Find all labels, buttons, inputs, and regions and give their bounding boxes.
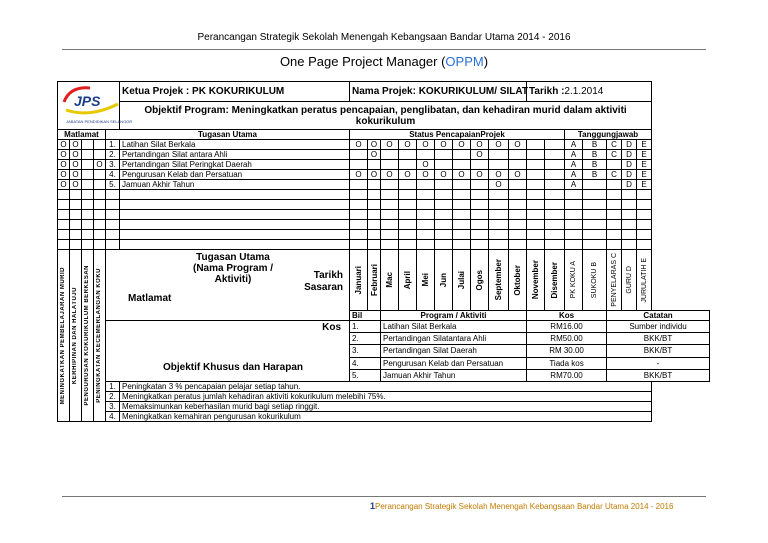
- page-header: Perancangan Strategik Sekolah Menengah Kebangsaan Bandar Utama 2014 - 2016: [197, 32, 571, 43]
- cost-program: Pertandingan Silatantara Ahli: [381, 333, 527, 345]
- status-mark: [509, 150, 527, 160]
- cost-number: 1.: [350, 321, 381, 333]
- task-name: Pengurusan Kelab dan Persatuan: [120, 170, 350, 180]
- cost-row: [58, 321, 710, 333]
- role-mark: [607, 160, 622, 170]
- role-mark: D: [622, 140, 637, 150]
- matlamat-mark: [82, 170, 94, 180]
- status-mark: [399, 180, 417, 190]
- status-mark: O: [381, 140, 399, 150]
- status-mark: O: [509, 170, 527, 180]
- month-label: Mac: [381, 250, 399, 311]
- status-header: Status PencapaianProjek: [350, 130, 565, 140]
- cost-note: BKK/BT: [607, 369, 710, 381]
- matlamat-mark: [82, 180, 94, 190]
- matlamat-label: KERHIPINAN DAN HALATUJU: [70, 250, 82, 422]
- page-footer: 1Perancangan Strategik Sekolah Menengah Kebangsaan Bandar Utama 2014 - 2016: [370, 501, 674, 511]
- cost-note: BKK/BT: [607, 333, 710, 345]
- cost-note: Sumber individu: [607, 321, 710, 333]
- matlamat-mark: O: [58, 180, 70, 190]
- matlamat-mark: [94, 140, 106, 150]
- matlamat-mark: O: [70, 170, 82, 180]
- objective-text: Meningkatkan peratus jumlah kehadiran aktiviti kokurikulum melebihi 75%.: [120, 392, 652, 402]
- tarikh: Tarikh :2.1.2014: [527, 82, 652, 102]
- role-mark: B: [583, 170, 607, 180]
- role-mark: E: [637, 160, 652, 170]
- tugasan-header: Tugasan Utama: [106, 130, 350, 140]
- status-mark: O: [399, 170, 417, 180]
- task-number: 5.: [106, 180, 120, 190]
- status-mark: O: [471, 140, 489, 150]
- matlamat-mark: [94, 180, 106, 190]
- footer-divider: [62, 496, 706, 497]
- ketua-projek: Ketua Projek : PK KOKURIKULUM: [120, 82, 350, 102]
- status-mark: [489, 150, 509, 160]
- month-label: November: [527, 250, 545, 311]
- matlamat-mark: O: [58, 160, 70, 170]
- role-mark: C: [607, 170, 622, 180]
- cost-amount: RM16.00: [527, 321, 607, 333]
- task-row: [58, 180, 710, 190]
- cost-number: 4.: [350, 357, 381, 369]
- svg-text:JABATAN PENDIDIKAN SELANGOR: JABATAN PENDIDIKAN SELANGOR: [66, 119, 133, 124]
- cost-program: Latihan Silat Berkala: [381, 321, 527, 333]
- status-mark: [453, 150, 471, 160]
- status-mark: [381, 150, 399, 160]
- role-label: JURULATIH E: [637, 250, 652, 311]
- role-mark: B: [583, 150, 607, 160]
- matlamat-mark: [82, 140, 94, 150]
- empty-row: [58, 200, 710, 210]
- role-mark: A: [565, 160, 583, 170]
- nama-projek: Nama Projek: KOKURIKULUM/ SILAT: [350, 82, 527, 102]
- status-mark: O: [453, 170, 471, 180]
- task-name: Latihan Silat Berkala: [120, 140, 350, 150]
- status-mark: [381, 160, 399, 170]
- status-mark: O: [435, 170, 453, 180]
- month-label: Mei: [417, 250, 435, 311]
- logo: [58, 82, 133, 130]
- matlamat-label: MENINGKATKAN PEMBELAJARAN MURID: [58, 250, 70, 422]
- status-mark: O: [489, 170, 509, 180]
- role-mark: C: [607, 140, 622, 150]
- objective-text: Meningkatkan kemahiran pengurusan kokurikulum: [120, 412, 652, 422]
- task-name: Pertandingan Silat Peringkat Daerah: [120, 160, 350, 170]
- task-row: [58, 160, 710, 170]
- status-mark: O: [417, 170, 435, 180]
- status-mark: O: [489, 140, 509, 150]
- matlamat-mark: O: [58, 170, 70, 180]
- status-mark: [435, 180, 453, 190]
- cost-amount: RM70.00: [527, 369, 607, 381]
- status-mark: [435, 160, 453, 170]
- status-mark: [381, 180, 399, 190]
- status-mark: [350, 150, 368, 160]
- bil-header: Bil: [350, 310, 381, 320]
- status-mark: O: [471, 170, 489, 180]
- objective-number: 2.: [106, 392, 120, 402]
- role-mark: D: [622, 180, 637, 190]
- status-mark: O: [471, 150, 489, 160]
- matlamat-label: PENINGKATAN KECEMERLANGAN KOKU: [94, 250, 106, 422]
- cost-number: 5.: [350, 369, 381, 381]
- role-mark: E: [637, 150, 652, 160]
- matlamat-mark: [94, 170, 106, 180]
- status-mark: O: [435, 140, 453, 150]
- cost-program: Jamuan Akhir Tahun: [381, 369, 527, 381]
- task-name: Jamuan Akhir Tahun: [120, 180, 350, 190]
- status-mark: [399, 160, 417, 170]
- month-label: April: [399, 250, 417, 311]
- status-mark: O: [350, 170, 368, 180]
- status-mark: [417, 150, 435, 160]
- role-mark: D: [622, 170, 637, 180]
- role-mark: D: [622, 150, 637, 160]
- month-label: Ogos: [471, 250, 489, 311]
- status-mark: [435, 150, 453, 160]
- role-mark: E: [637, 180, 652, 190]
- role-mark: B: [583, 160, 607, 170]
- role-mark: [607, 180, 622, 190]
- tanggungjawab-header: Tanggungjawab: [565, 130, 652, 140]
- role-mark: B: [583, 140, 607, 150]
- program-header: Program / Aktiviti: [381, 310, 527, 320]
- matlamat-mark: [94, 150, 106, 160]
- header-divider: [62, 49, 706, 50]
- task-name: Pertandingan Silat antara Ahli: [120, 150, 350, 160]
- status-mark: [471, 160, 489, 170]
- task-number: 4.: [106, 170, 120, 180]
- status-mark: O: [453, 140, 471, 150]
- status-mark: O: [368, 140, 381, 150]
- objective-row: [58, 402, 710, 412]
- role-mark: C: [607, 150, 622, 160]
- objective-text: Peningkatan 3 % pencapaian pelajar setiap tahun.: [120, 382, 652, 392]
- objective-number: 4.: [106, 412, 120, 422]
- cost-amount: RM50.00: [527, 333, 607, 345]
- matlamat-header: Matlamat: [58, 130, 106, 140]
- svg-text:JPS: JPS: [74, 93, 101, 109]
- task-number: 2.: [106, 150, 120, 160]
- status-mark: O: [417, 140, 435, 150]
- oppm-table: [57, 81, 710, 422]
- task-row: [58, 170, 710, 180]
- role-label: PENYELARAS C: [607, 250, 622, 311]
- status-mark: [368, 180, 381, 190]
- empty-row: [58, 220, 710, 230]
- month-label: Januari: [350, 250, 368, 311]
- task-row: [58, 140, 710, 150]
- task-row: [58, 150, 710, 160]
- role-mark: E: [637, 140, 652, 150]
- status-mark: [509, 180, 527, 190]
- empty-row: [58, 240, 710, 250]
- cost-amount: Tiada kos: [527, 357, 607, 369]
- status-mark: O: [368, 150, 381, 160]
- status-mark: [471, 180, 489, 190]
- month-label: September: [489, 250, 509, 311]
- matlamat-mark: O: [70, 160, 82, 170]
- matlamat-mark: [82, 160, 94, 170]
- matlamat-mark: O: [70, 180, 82, 190]
- matlamat-mark: [82, 150, 94, 160]
- status-mark: O: [381, 170, 399, 180]
- month-label: Oktober: [509, 250, 527, 311]
- role-mark: A: [565, 180, 583, 190]
- month-label: Julai: [453, 250, 471, 311]
- task-number: 3.: [106, 160, 120, 170]
- page-title: One Page Project Manager (OPPM): [279, 54, 489, 69]
- status-mark: [509, 160, 527, 170]
- objective-number: 3.: [106, 402, 120, 412]
- cost-amount: RM 30.00: [527, 345, 607, 357]
- kos-objektif-area: Kos Objektif Khusus dan Harapan: [106, 321, 350, 382]
- role-mark: [583, 180, 607, 190]
- matlamat-mark: O: [58, 150, 70, 160]
- objective-row: [58, 392, 710, 402]
- role-label: SUKOKU B: [583, 250, 607, 311]
- kos-header: Kos: [527, 310, 607, 320]
- status-mark: O: [368, 170, 381, 180]
- cost-note: BKK/BT: [607, 345, 710, 357]
- role-mark: E: [637, 170, 652, 180]
- lower-header: Tugasan Utama (Nama Program / Aktiviti) Tarikh Sasaran Matlamat: [106, 250, 350, 321]
- role-mark: D: [622, 160, 637, 170]
- role-mark: A: [565, 140, 583, 150]
- matlamat-label: PENGURUSAN KOKURIKULUM BERKESAN: [82, 250, 94, 422]
- task-number: 1.: [106, 140, 120, 150]
- matlamat-mark: O: [94, 160, 106, 170]
- cost-number: 2.: [350, 333, 381, 345]
- cost-note: -: [607, 357, 710, 369]
- catatan-header: Catatan: [607, 310, 710, 320]
- status-mark: [453, 180, 471, 190]
- matlamat-mark: O: [70, 140, 82, 150]
- matlamat-mark: O: [70, 150, 82, 160]
- month-label: Februari: [368, 250, 381, 311]
- objective-row: [58, 412, 710, 422]
- status-mark: [368, 160, 381, 170]
- status-mark: O: [399, 140, 417, 150]
- objective-row: [58, 382, 710, 392]
- month-label: Disember: [545, 250, 565, 311]
- empty-row: [58, 210, 710, 220]
- cost-program: Pertandingan Silat Daerah: [381, 345, 527, 357]
- month-label: Jun: [435, 250, 453, 311]
- objective-number: 1.: [106, 382, 120, 392]
- objective-text: Memaksimunkan keberhasilan murid bagi setiap ringgit.: [120, 402, 652, 412]
- empty-row: [58, 190, 710, 200]
- status-mark: O: [509, 140, 527, 150]
- cost-program: Pengurusan Kelab dan Persatuan: [381, 357, 527, 369]
- role-label: PK KOKU A: [565, 250, 583, 311]
- role-label: GURU D: [622, 250, 637, 311]
- role-mark: A: [565, 150, 583, 160]
- matlamat-mark: O: [58, 140, 70, 150]
- status-mark: O: [417, 160, 435, 170]
- status-mark: O: [489, 180, 509, 190]
- objektif-program: Objektif Program: Meningkatkan peratus pencapaian, penglibatan, dan kehadiran murid dalam aktiviti kokurikulum: [120, 102, 652, 130]
- status-mark: [399, 150, 417, 160]
- status-mark: [350, 180, 368, 190]
- cost-number: 3.: [350, 345, 381, 357]
- status-mark: [350, 160, 368, 170]
- status-mark: [417, 180, 435, 190]
- role-mark: A: [565, 170, 583, 180]
- empty-row: [58, 230, 710, 240]
- status-mark: [489, 160, 509, 170]
- status-mark: [453, 160, 471, 170]
- status-mark: O: [350, 140, 368, 150]
